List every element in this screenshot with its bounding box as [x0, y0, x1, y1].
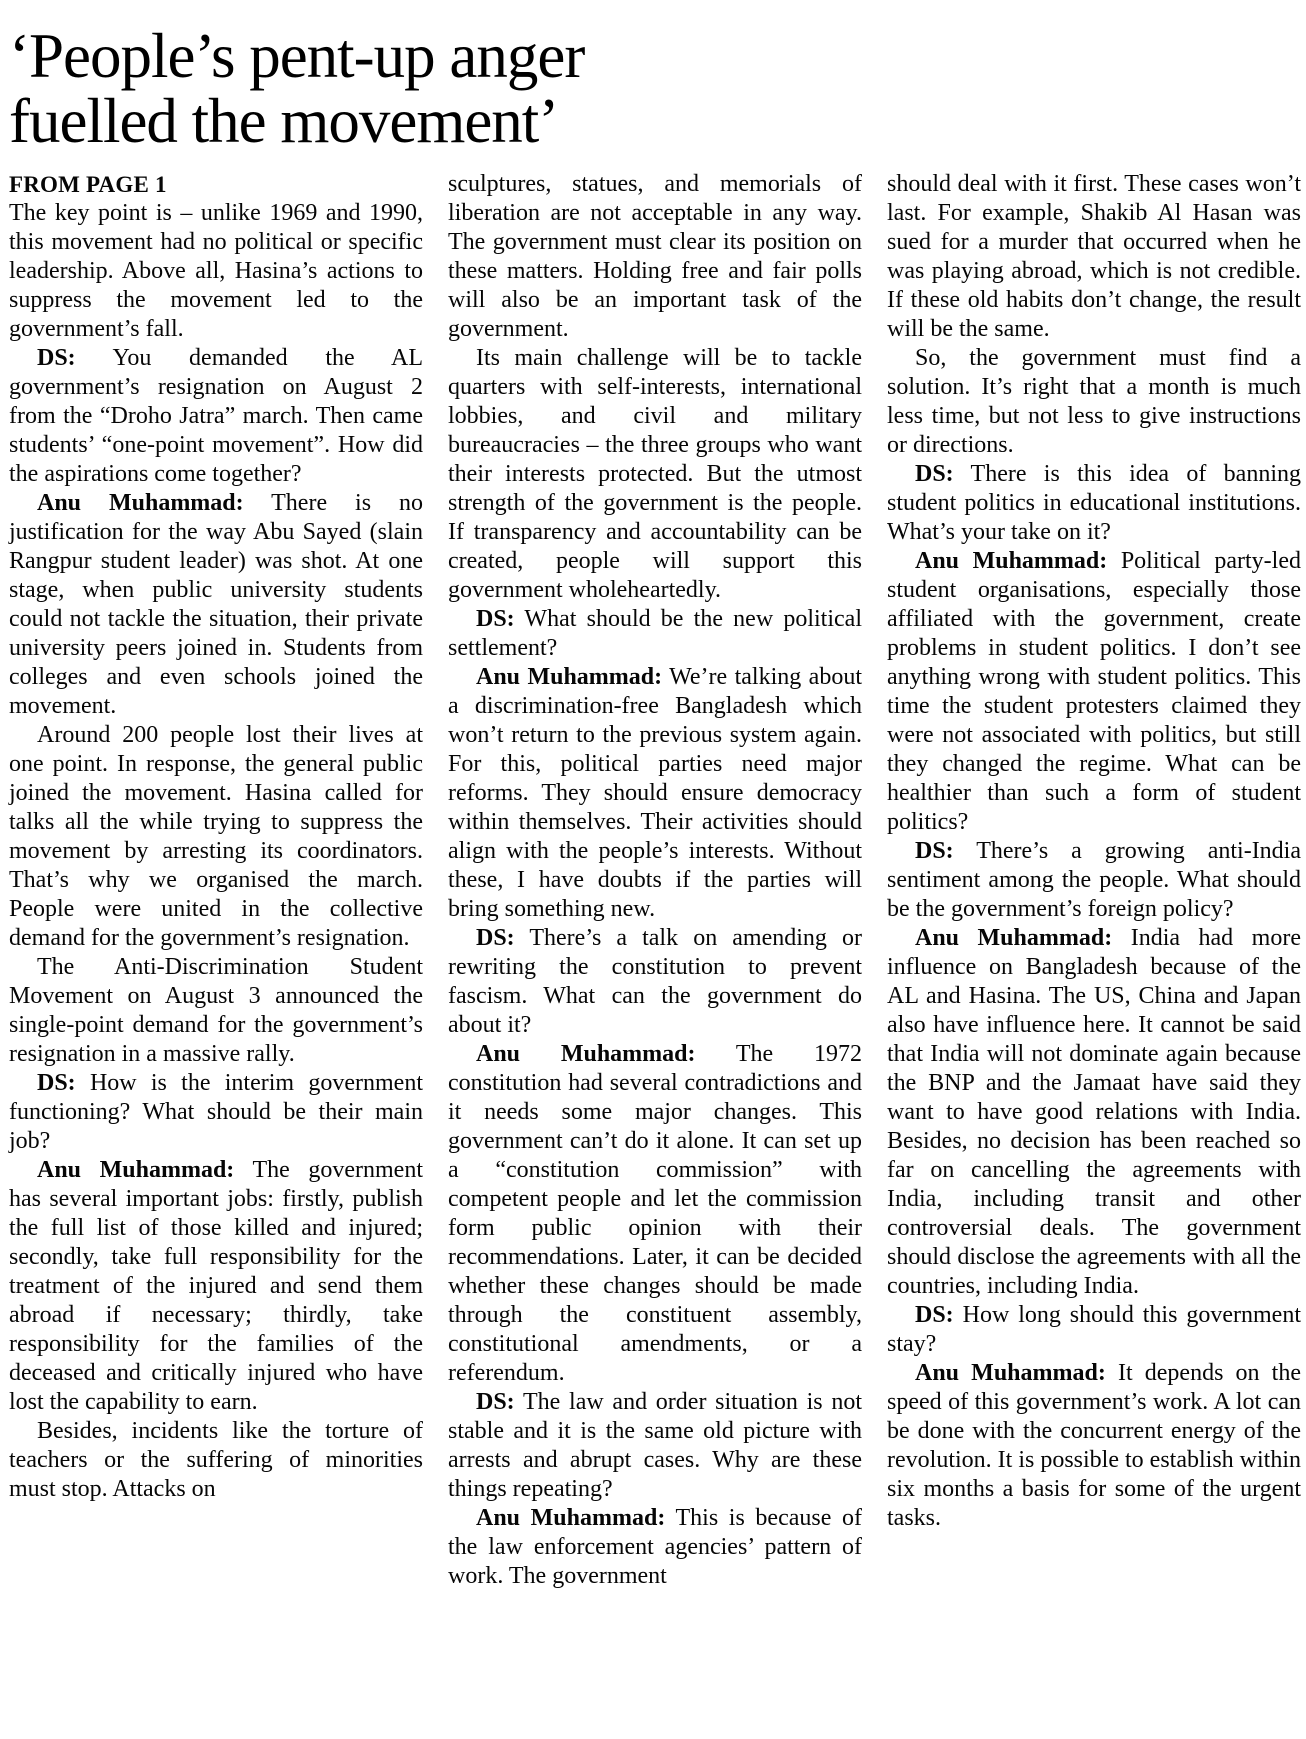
paragraph: DS: How long should this government stay?	[887, 1302, 1301, 1357]
paragraph: The Anti-Discrimination Student Movement on August 3 announced the single-point demand for the government’s resignation in a massive rally.	[9, 954, 423, 1067]
paragraph: So, the government must find a solution. It’s right that a month is much less time, but not less to give instructions or directions.	[887, 345, 1301, 458]
paragraph: Anu Muhammad: We’re talking about a discrimination-free Bangladesh which won’t return to the previous system again. For this, political parties need major reforms. They should ensure democracy within themselves. Their activities should align with the people’s interests. Without these, I have doubts if the parties will bring something new.	[448, 664, 863, 922]
speaker-label: DS:	[476, 1389, 515, 1415]
paragraph: DS: How is the interim government functioning? What should be their main job?	[9, 1070, 423, 1154]
paragraph: Anu Muhammad: India had more influence on Bangladesh because of the AL and Hasina. The US, China and Japan also have influence here. It cannot be said that India will not dominate again because the BNP and the Jamaat have said they want to have good relations with India. Besides, no decision has been reached so far on cancelling the agreements with India, including transit and other controversial deals. The government should disclose the agreements with all the countries, including India.	[887, 925, 1301, 1299]
speaker-label: DS:	[915, 1302, 954, 1328]
speaker-label: DS:	[476, 925, 515, 951]
text-column-1	[9, 170, 423, 1591]
paragraph: DS: You demanded the AL government’s resignation on August 2 from the “Droho Jatra” march. Then came students’ “one-point movement”. How did the aspirations come together?	[9, 345, 423, 487]
speaker-label: DS:	[915, 838, 954, 864]
paragraph: DS: There’s a growing anti-India sentiment among the people. What should be the government’s foreign policy?	[887, 838, 1301, 922]
speaker-label: Anu Muhammad:	[476, 1041, 696, 1067]
speaker-label: DS:	[476, 606, 515, 632]
paragraph: DS: What should be the new political settlement?	[448, 606, 862, 661]
speaker-label: Anu Muhammad:	[37, 490, 244, 516]
speaker-label: DS:	[37, 1070, 76, 1096]
text-column-3	[887, 170, 1301, 1591]
article-body	[9, 170, 1302, 1591]
text-column-2	[448, 170, 862, 1591]
paragraph: should deal with it first. These cases won’t last. For example, Shakib Al Hasan was sued for a murder that occurred when he was playing abroad, which is not credible. If these old habits don’t change, the result will be the same.	[887, 171, 1301, 342]
paragraph: Around 200 people lost their lives at one point. In response, the general public joined the movement. Hasina called for talks all the while trying to suppress the movement by arresting its coordinators. That’s why we organised the march. People were united in the collective demand for the government’s resignation.	[9, 722, 423, 951]
paragraph: Besides, incidents like the torture of teachers or the suffering of minorities must stop. Attacks on	[9, 1418, 423, 1502]
paragraph: Anu Muhammad: There is no justification for the way Abu Sayed (slain Rangpur student leader) was shot. At one stage, when public university students could not tackle the situation, their private university peers joined in. Students from colleges and even schools joined the movement.	[9, 490, 423, 719]
paragraph: Anu Muhammad: This is because of the law enforcement agencies’ pattern of work. The government	[448, 1505, 862, 1589]
paragraph: Anu Muhammad: The government has several important jobs: firstly, publish the full list of those killed and injured; secondly, take full responsibility for the treatment of the injured and send them abroad if necessary; thirdly, take responsibility for the families of the deceased and critically injured who have lost the capability to earn.	[9, 1157, 423, 1415]
paragraph: The key point is – unlike 1969 and 1990, this movement had no political or specific leadership. Above all, Hasina’s actions to suppress the movement led to the government’s fall.	[9, 200, 423, 342]
speaker-label: Anu Muhammad:	[37, 1157, 235, 1183]
article-headline	[9, 21, 1298, 156]
speaker-label: Anu Muhammad:	[915, 548, 1108, 574]
paragraph: DS: There is this idea of banning student politics in educational institutions. What’s your take on it?	[887, 461, 1301, 545]
speaker-label: Anu Muhammad:	[915, 925, 1113, 951]
paragraph: Anu Muhammad: It depends on the speed of this government’s work. A lot can be done with the concurrent energy of the revolution. It is possible to establish within six months a basis for some of the urgent tasks.	[887, 1360, 1302, 1531]
paragraph: Anu Muhammad: The 1972 constitution had several contradictions and it needs some major changes. This government can’t do it alone. It can set up a “constitution commission” with competent people and let the commission form public opinion with their recommendations. Later, it can be decided whether these changes should be made through the constituent assembly, constitutional amendments, or a referendum.	[448, 1041, 862, 1386]
paragraph: Its main challenge will be to tackle quarters with self-interests, international lobbies, and civil and military bureaucracies – the three groups who want their interests protected. But the utmost strength of the government is the people. If transparency and accountability can be created, people will support this government wholeheartedly.	[448, 345, 862, 603]
speaker-label: Anu Muhammad:	[915, 1360, 1106, 1386]
continued-from-label: FROM PAGE 1	[9, 172, 167, 197]
speaker-label: DS:	[37, 345, 76, 371]
paragraph: DS: There’s a talk on amending or rewriting the constitution to prevent fascism. What can the government do about it?	[448, 925, 862, 1038]
headline-line-1: ‘People’s pent-up anger	[9, 21, 585, 91]
paragraph: Anu Muhammad: Political party-led student organisations, especially those affiliated with the government, create problems in student politics. I don’t see anything wrong with student politics. This time the student protesters claimed they were not associated with politics, but still they changed the regime. What can be healthier than such a form of student politics?	[887, 548, 1301, 835]
headline-line-2: fuelled the movement’	[9, 86, 559, 156]
paragraph: sculptures, statues, and memorials of liberation are not acceptable in any way. The government must clear its position on these matters. Holding free and fair polls will also be an important task of the government.	[448, 171, 862, 342]
speaker-label: Anu Muhammad:	[476, 1505, 666, 1531]
speaker-label: Anu Muhammad:	[476, 664, 663, 690]
speaker-label: DS:	[915, 461, 954, 487]
paragraph: DS: The law and order situation is not stable and it is the same old picture with arrests and abrupt cases. Why are these things repeating?	[448, 1389, 862, 1502]
